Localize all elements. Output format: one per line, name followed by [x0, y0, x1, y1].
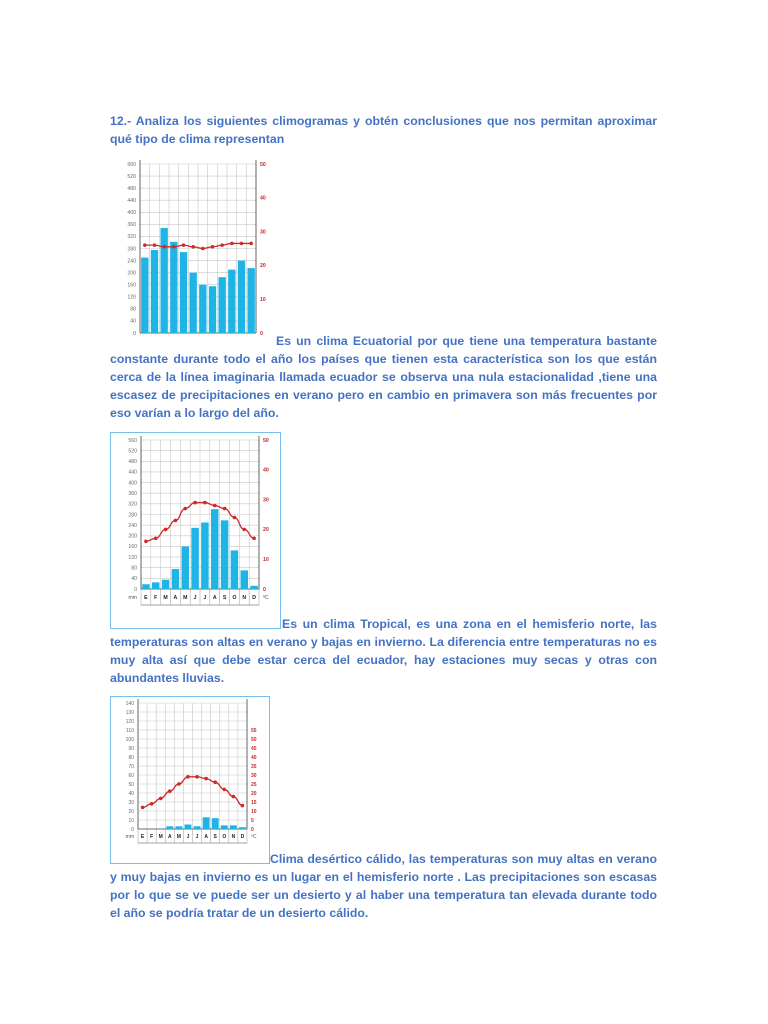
precip-tick-label: 440: [127, 198, 136, 205]
precip-tick-label: 480: [127, 185, 136, 192]
precip-bar: [185, 825, 192, 830]
temp-tick-label: 0: [263, 586, 266, 593]
month-label: A: [167, 834, 172, 840]
temperature-point: [252, 537, 256, 541]
month-label: F: [150, 834, 154, 840]
month-label: A: [212, 595, 217, 601]
month-label: J: [186, 834, 190, 840]
precip-bar: [175, 826, 182, 829]
climograph-desert: [110, 696, 270, 864]
temperature-point: [177, 782, 181, 786]
precip-tick-label: 70: [128, 763, 134, 770]
month-label: A: [173, 595, 178, 601]
temp-tick-label: 20: [251, 790, 257, 797]
precip-tick-label: 100: [125, 736, 134, 743]
precip-tick-label: 10: [128, 817, 134, 824]
precip-tick-label: 80: [130, 306, 136, 313]
temp-tick-label: 20: [260, 263, 266, 270]
precip-tick-label: 80: [131, 565, 137, 572]
precip-bar: [250, 586, 257, 589]
temperature-point: [154, 537, 158, 541]
climograph-equatorial: [110, 157, 272, 340]
month-label: M: [158, 834, 163, 840]
temp-tick-label: 40: [251, 754, 257, 761]
temperature-point: [240, 242, 244, 246]
precip-bar: [141, 258, 148, 333]
temperature-point: [143, 243, 147, 247]
unit-left-label: mm: [125, 834, 134, 840]
precip-bar: [228, 270, 235, 333]
temp-tick-label: 10: [251, 808, 257, 815]
unit-right-label: ºC: [263, 595, 269, 601]
precip-bar: [212, 818, 219, 829]
precip-tick-label: 280: [127, 246, 136, 253]
precip-bar: [160, 228, 167, 333]
month-label: S: [222, 595, 227, 601]
precip-bar: [203, 817, 210, 829]
climograph-equatorial-svg: [110, 157, 272, 340]
precip-bar: [172, 569, 179, 589]
precip-bar: [182, 546, 189, 589]
temperature-point: [162, 245, 166, 249]
precip-tick-label: 120: [128, 554, 137, 561]
temperature-point: [191, 245, 195, 249]
precip-bar: [221, 520, 228, 589]
precip-tick-label: 120: [125, 718, 134, 725]
precip-tick-label: 560: [128, 437, 137, 444]
precip-bar: [239, 827, 246, 829]
precip-tick-label: 50: [128, 781, 134, 788]
precip-tick-label: 320: [128, 501, 137, 508]
precip-tick-label: 240: [128, 522, 137, 529]
temp-tick-label: 5: [251, 817, 254, 824]
precip-bar: [162, 580, 169, 589]
temperature-point: [232, 795, 236, 799]
temperature-point: [241, 804, 245, 808]
precip-tick-label: 440: [128, 469, 137, 476]
unit-left-label: mm: [128, 595, 137, 601]
temp-tick-label: 30: [251, 772, 257, 779]
temp-tick-label: 50: [260, 161, 266, 168]
temp-tick-label: 25: [251, 781, 257, 788]
temp-tick-label: 30: [260, 229, 266, 236]
temperature-point: [242, 528, 246, 532]
month-label: O: [222, 834, 227, 840]
temperature-point: [193, 501, 197, 505]
precip-bar: [209, 286, 216, 333]
precip-tick-label: 40: [128, 790, 134, 797]
precip-tick-label: 40: [130, 318, 136, 325]
precip-tick-label: 160: [128, 544, 137, 551]
precip-bar: [211, 509, 218, 589]
temperature-point: [249, 242, 253, 246]
temperature-point: [223, 507, 227, 511]
month-label: S: [213, 834, 217, 840]
temperature-point: [150, 802, 154, 806]
climograph-tropical: [110, 432, 281, 629]
temperature-point: [144, 540, 148, 544]
precip-tick-label: 20: [128, 808, 134, 815]
precip-bar: [189, 273, 196, 333]
temperature-point: [203, 501, 207, 505]
temperature-point: [172, 245, 176, 249]
temp-tick-label: 50: [263, 437, 269, 444]
temperature-point: [201, 247, 205, 251]
precip-tick-label: 200: [128, 533, 137, 540]
precip-tick-label: 120: [127, 294, 136, 301]
precip-tick-label: 480: [128, 459, 137, 466]
temperature-point: [174, 519, 178, 523]
precip-bar: [142, 584, 149, 589]
paragraph-equatorial: Es un clima Ecuatorial por que tiene una temperatura bastante constante durante todo el año los países que tienen esta característica son los que están cerca de la línea imaginaria llamada ecuador se observa una nula estacionalidad ,tiene una escasez de precipitaciones en verano pero en cambio en primavera son más frecuentes por eso varían a lo largo del año.: [110, 334, 657, 420]
temperature-point: [153, 243, 157, 247]
precip-bar: [151, 250, 158, 333]
precip-bar: [221, 825, 228, 829]
unit-right-label: ºC: [251, 834, 257, 840]
temp-tick-label: 50: [251, 736, 257, 743]
temperature-point: [230, 242, 234, 246]
precip-tick-label: 30: [128, 799, 134, 806]
precip-bar: [241, 570, 248, 589]
precip-bar: [152, 582, 159, 589]
climograph-desert-svg: [111, 697, 269, 863]
precip-tick-label: 80: [128, 754, 134, 761]
temperature-point: [159, 797, 163, 801]
precip-tick-label: 200: [127, 270, 136, 277]
precip-tick-label: 0: [134, 586, 137, 593]
paragraph-tropical: Es un clima Tropical, es una zona en el hemisferio norte, las temperaturas son altas en verano y bajas en invierno. La diferencia entre temperaturas no es muy alta así que debe estar cerca del ecuador, hay estaciones muy secas y otras con abundantes lluvias.: [110, 617, 657, 685]
climograph-tropical-svg: [111, 433, 280, 628]
temperature-point: [186, 775, 190, 779]
month-label: N: [242, 595, 247, 601]
precip-tick-label: 280: [128, 512, 137, 519]
temperature-point: [222, 788, 226, 792]
precip-bar: [231, 550, 238, 589]
precip-tick-label: 110: [126, 727, 134, 734]
temp-tick-label: 20: [263, 527, 269, 534]
temperature-point: [195, 775, 199, 779]
precip-tick-label: 360: [127, 222, 136, 229]
precip-bar: [230, 825, 237, 829]
temperature-point: [168, 789, 172, 793]
month-label: M: [183, 595, 188, 601]
month-label: E: [144, 595, 148, 601]
precip-tick-label: 60: [128, 772, 134, 779]
paragraph-desert: Clima desértico cálido, las temperaturas son muy altas en verano y muy bajas en invierno es un lugar en el hemisferio norte . Las precipitaciones son escasas por lo que se ve puede ser un desierto y al haber una temperatura tan elevada durante todo el año se podría tratar de un desierto cálido.: [110, 852, 657, 920]
precip-bar: [201, 522, 208, 589]
precip-tick-label: 130: [125, 709, 134, 716]
precip-bar: [180, 252, 187, 333]
precip-tick-label: 0: [133, 330, 136, 337]
temp-tick-label: 10: [263, 557, 269, 563]
temp-tick-label: 45: [251, 745, 257, 752]
temp-tick-label: 40: [263, 467, 269, 474]
temperature-point: [204, 777, 208, 781]
temp-tick-label: 35: [251, 763, 257, 770]
temperature-point: [183, 507, 187, 511]
precip-tick-label: 360: [128, 491, 137, 498]
temp-tick-label: 0: [260, 330, 263, 337]
precip-tick-label: 0: [131, 826, 134, 833]
month-label: A: [204, 834, 208, 840]
month-label: D: [252, 595, 256, 601]
precip-tick-label: 520: [127, 173, 136, 180]
precip-tick-label: 400: [128, 480, 137, 487]
precip-tick-label: 90: [128, 745, 134, 752]
temperature-point: [220, 243, 224, 247]
month-label: E: [140, 834, 145, 840]
precip-bar: [170, 242, 177, 333]
precip-bar: [194, 826, 201, 829]
temp-tick-label: 0: [251, 826, 254, 833]
temp-tick-label: 10: [260, 297, 266, 303]
precip-tick-label: 520: [128, 448, 137, 455]
precip-bar: [238, 261, 245, 333]
temperature-point: [141, 806, 145, 810]
temperature-point: [213, 504, 217, 508]
temperature-point: [211, 245, 215, 249]
precip-tick-label: 160: [127, 282, 136, 289]
precip-bar: [166, 826, 173, 829]
precip-tick-label: 40: [131, 576, 137, 583]
precip-bar: [199, 285, 206, 333]
temperature-point: [164, 528, 168, 532]
precip-tick-label: 320: [127, 234, 136, 241]
month-label: N: [231, 834, 236, 840]
precip-tick-label: 400: [127, 210, 136, 217]
temperature-point: [213, 780, 217, 784]
precip-bar: [247, 268, 254, 333]
month-label: J: [203, 595, 207, 601]
month-label: J: [193, 595, 197, 601]
temp-tick-label: 40: [260, 195, 266, 202]
temp-tick-label: 55: [251, 727, 257, 734]
month-label: F: [154, 595, 158, 601]
month-label: J: [195, 834, 199, 840]
temperature-point: [182, 243, 186, 247]
precip-bar: [191, 528, 198, 589]
month-label: D: [240, 834, 245, 840]
temp-tick-label: 30: [263, 497, 269, 504]
month-label: M: [176, 834, 181, 840]
month-label: O: [232, 595, 237, 601]
precip-bar: [218, 277, 225, 333]
month-label: M: [163, 595, 168, 601]
question-text: 12.- Analiza los siguientes climogramas y obtén conclusiones que nos permitan aproximar qué tipo de clima representan: [110, 114, 657, 146]
temperature-point: [233, 516, 237, 520]
temp-tick-label: 15: [251, 799, 257, 806]
precip-tick-label: 140: [125, 700, 134, 707]
precip-tick-label: 240: [127, 258, 136, 265]
precip-tick-label: 560: [127, 161, 136, 168]
